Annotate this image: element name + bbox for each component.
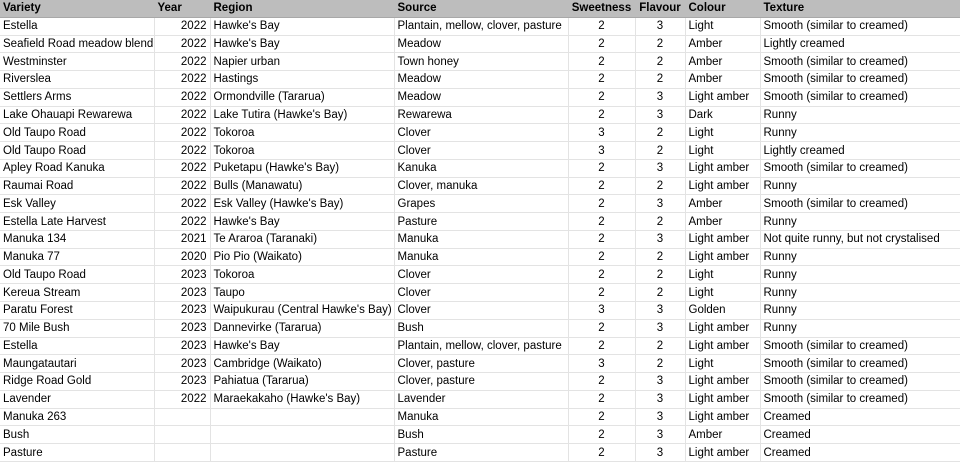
cell-texture[interactable]: Creamed bbox=[760, 444, 960, 462]
cell-texture[interactable]: Runny bbox=[760, 177, 960, 195]
cell-colour[interactable]: Amber bbox=[685, 426, 760, 444]
cell-variety[interactable]: Old Taupo Road bbox=[0, 266, 154, 284]
cell-variety[interactable]: Seafield Road meadow blend bbox=[0, 35, 154, 53]
cell-year[interactable]: 2023 bbox=[154, 319, 210, 337]
cell-colour[interactable]: Light amber bbox=[685, 88, 760, 106]
cell-texture[interactable]: Lightly creamed bbox=[760, 35, 960, 53]
table-row bbox=[0, 53, 960, 71]
cell-flavour[interactable]: 3 bbox=[635, 408, 685, 426]
cell-region[interactable]: Hawke's Bay bbox=[210, 17, 394, 35]
cell-region[interactable]: Waipukurau (Central Hawke's Bay) bbox=[210, 302, 394, 320]
cell-region[interactable]: Maraekakaho (Hawke's Bay) bbox=[210, 390, 394, 408]
cell-colour[interactable]: Golden bbox=[685, 302, 760, 320]
table-row bbox=[0, 355, 960, 373]
cell-sweetness[interactable]: 2 bbox=[568, 426, 635, 444]
table-row bbox=[0, 408, 960, 426]
table-row bbox=[0, 337, 960, 355]
cell-source[interactable]: Pasture bbox=[394, 213, 568, 231]
cell-flavour[interactable]: 3 bbox=[635, 390, 685, 408]
cell-flavour[interactable]: 3 bbox=[635, 302, 685, 320]
cell-sweetness[interactable]: 2 bbox=[568, 444, 635, 462]
cell-region[interactable]: Bulls (Manawatu) bbox=[210, 177, 394, 195]
cell-flavour[interactable]: 2 bbox=[635, 35, 685, 53]
header-variety[interactable]: Variety bbox=[0, 0, 154, 17]
cell-texture[interactable]: Smooth (similar to creamed) bbox=[760, 373, 960, 391]
cell-flavour[interactable]: 2 bbox=[635, 124, 685, 142]
cell-colour[interactable]: Light bbox=[685, 284, 760, 302]
cell-flavour[interactable]: 2 bbox=[635, 266, 685, 284]
cell-sweetness[interactable]: 2 bbox=[568, 390, 635, 408]
cell-region[interactable] bbox=[210, 408, 394, 426]
cell-year[interactable]: 2023 bbox=[154, 284, 210, 302]
cell-year[interactable] bbox=[154, 408, 210, 426]
cell-variety[interactable]: Pasture bbox=[0, 444, 154, 462]
cell-colour[interactable]: Light amber bbox=[685, 319, 760, 337]
cell-flavour[interactable]: 2 bbox=[635, 355, 685, 373]
cell-year[interactable]: 2022 bbox=[154, 106, 210, 124]
cell-sweetness[interactable]: 2 bbox=[568, 159, 635, 177]
cell-texture[interactable]: Runny bbox=[760, 106, 960, 124]
cell-variety[interactable]: Lavender bbox=[0, 390, 154, 408]
cell-source[interactable]: Manuka bbox=[394, 408, 568, 426]
cell-texture[interactable]: Smooth (similar to creamed) bbox=[760, 337, 960, 355]
cell-region[interactable]: Ormondville (Tararua) bbox=[210, 88, 394, 106]
header-year[interactable]: Year bbox=[154, 0, 210, 17]
cell-texture[interactable]: Smooth (similar to creamed) bbox=[760, 71, 960, 89]
cell-flavour[interactable]: 3 bbox=[635, 373, 685, 391]
cell-flavour[interactable]: 3 bbox=[635, 230, 685, 248]
cell-region[interactable]: Esk Valley (Hawke's Bay) bbox=[210, 195, 394, 213]
cell-region[interactable]: Te Araroa (Taranaki) bbox=[210, 230, 394, 248]
header-flavour[interactable]: Flavour bbox=[635, 0, 685, 17]
cell-year[interactable]: 2023 bbox=[154, 266, 210, 284]
cell-colour[interactable]: Amber bbox=[685, 213, 760, 231]
cell-texture[interactable]: Creamed bbox=[760, 426, 960, 444]
cell-colour[interactable]: Light amber bbox=[685, 444, 760, 462]
cell-variety[interactable]: Paratu Forest bbox=[0, 302, 154, 320]
cell-year[interactable]: 2023 bbox=[154, 302, 210, 320]
cell-texture[interactable]: Runny bbox=[760, 302, 960, 320]
cell-source[interactable]: Clover bbox=[394, 124, 568, 142]
cell-colour[interactable]: Light bbox=[685, 124, 760, 142]
cell-year[interactable]: 2020 bbox=[154, 248, 210, 266]
cell-region[interactable] bbox=[210, 426, 394, 444]
cell-sweetness[interactable]: 3 bbox=[568, 124, 635, 142]
cell-sweetness[interactable]: 3 bbox=[568, 302, 635, 320]
cell-source[interactable]: Meadow bbox=[394, 35, 568, 53]
cell-colour[interactable]: Light amber bbox=[685, 337, 760, 355]
cell-region[interactable]: Hastings bbox=[210, 71, 394, 89]
cell-flavour[interactable]: 3 bbox=[635, 106, 685, 124]
cell-colour[interactable]: Light bbox=[685, 355, 760, 373]
header-row bbox=[0, 0, 960, 17]
table-row bbox=[0, 302, 960, 320]
cell-variety[interactable]: Old Taupo Road bbox=[0, 124, 154, 142]
cell-texture[interactable]: Smooth (similar to creamed) bbox=[760, 390, 960, 408]
cell-source[interactable]: Town honey bbox=[394, 53, 568, 71]
cell-flavour[interactable]: 2 bbox=[635, 213, 685, 231]
cell-year[interactable]: 2023 bbox=[154, 355, 210, 373]
header-sweetness[interactable]: Sweetness bbox=[568, 0, 635, 17]
cell-flavour[interactable]: 2 bbox=[635, 177, 685, 195]
cell-variety[interactable]: Manuka 77 bbox=[0, 248, 154, 266]
cell-flavour[interactable]: 3 bbox=[635, 17, 685, 35]
cell-colour[interactable]: Light amber bbox=[685, 159, 760, 177]
cell-year[interactable] bbox=[154, 444, 210, 462]
cell-colour[interactable]: Dark bbox=[685, 106, 760, 124]
cell-source[interactable]: Clover bbox=[394, 142, 568, 160]
cell-texture[interactable]: Lightly creamed bbox=[760, 142, 960, 160]
cell-texture[interactable]: Smooth (similar to creamed) bbox=[760, 17, 960, 35]
cell-variety[interactable]: Maungatautari bbox=[0, 355, 154, 373]
cell-sweetness[interactable]: 2 bbox=[568, 35, 635, 53]
cell-flavour[interactable]: 3 bbox=[635, 195, 685, 213]
cell-sweetness[interactable]: 2 bbox=[568, 319, 635, 337]
cell-year[interactable]: 2022 bbox=[154, 213, 210, 231]
cell-source[interactable]: Bush bbox=[394, 426, 568, 444]
cell-colour[interactable]: Light amber bbox=[685, 248, 760, 266]
table-row bbox=[0, 426, 960, 444]
cell-sweetness[interactable]: 2 bbox=[568, 230, 635, 248]
cell-year[interactable]: 2022 bbox=[154, 35, 210, 53]
header-colour[interactable]: Colour bbox=[685, 0, 760, 17]
cell-year[interactable]: 2022 bbox=[154, 177, 210, 195]
cell-source[interactable]: Lavender bbox=[394, 390, 568, 408]
cell-year[interactable]: 2022 bbox=[154, 124, 210, 142]
cell-source[interactable]: Plantain, mellow, clover, pasture bbox=[394, 337, 568, 355]
table-row bbox=[0, 17, 960, 35]
cell-flavour[interactable]: 2 bbox=[635, 142, 685, 160]
cell-flavour[interactable]: 2 bbox=[635, 337, 685, 355]
cell-colour[interactable]: Light amber bbox=[685, 230, 760, 248]
cell-year[interactable]: 2022 bbox=[154, 142, 210, 160]
cell-colour[interactable]: Light amber bbox=[685, 390, 760, 408]
cell-year[interactable]: 2022 bbox=[154, 88, 210, 106]
cell-texture[interactable]: Creamed bbox=[760, 408, 960, 426]
table-row bbox=[0, 373, 960, 391]
cell-flavour[interactable]: 3 bbox=[635, 444, 685, 462]
table-body bbox=[0, 17, 960, 461]
cell-region[interactable]: Lake Tutira (Hawke's Bay) bbox=[210, 106, 394, 124]
cell-source[interactable]: Clover bbox=[394, 302, 568, 320]
table-row bbox=[0, 319, 960, 337]
cell-source[interactable]: Meadow bbox=[394, 88, 568, 106]
cell-year[interactable]: 2021 bbox=[154, 230, 210, 248]
cell-colour[interactable]: Amber bbox=[685, 71, 760, 89]
cell-region[interactable] bbox=[210, 444, 394, 462]
cell-sweetness[interactable]: 2 bbox=[568, 213, 635, 231]
cell-region[interactable]: Pio Pio (Waikato) bbox=[210, 248, 394, 266]
table-row bbox=[0, 266, 960, 284]
table-row bbox=[0, 248, 960, 266]
cell-year[interactable] bbox=[154, 426, 210, 444]
cell-sweetness[interactable]: 2 bbox=[568, 284, 635, 302]
table-row bbox=[0, 444, 960, 462]
cell-region[interactable]: Cambridge (Waikato) bbox=[210, 355, 394, 373]
table-row bbox=[0, 230, 960, 248]
cell-variety[interactable]: Manuka 263 bbox=[0, 408, 154, 426]
cell-year[interactable]: 2022 bbox=[154, 53, 210, 71]
cell-source[interactable]: Clover, pasture bbox=[394, 355, 568, 373]
cell-source[interactable]: Clover bbox=[394, 266, 568, 284]
cell-region[interactable]: Tokoroa bbox=[210, 124, 394, 142]
cell-year[interactable]: 2022 bbox=[154, 390, 210, 408]
table-row bbox=[0, 88, 960, 106]
cell-texture[interactable]: Runny bbox=[760, 248, 960, 266]
cell-variety[interactable]: Old Taupo Road bbox=[0, 142, 154, 160]
cell-region[interactable]: Hawke's Bay bbox=[210, 337, 394, 355]
cell-flavour[interactable]: 3 bbox=[635, 426, 685, 444]
cell-variety[interactable]: Estella bbox=[0, 337, 154, 355]
cell-variety[interactable]: Estella Late Harvest bbox=[0, 213, 154, 231]
cell-variety[interactable]: Riverslea bbox=[0, 71, 154, 89]
table-row bbox=[0, 213, 960, 231]
table-row bbox=[0, 35, 960, 53]
cell-texture[interactable]: Smooth (similar to creamed) bbox=[760, 195, 960, 213]
cell-sweetness[interactable]: 2 bbox=[568, 248, 635, 266]
cell-year[interactable]: 2022 bbox=[154, 195, 210, 213]
table-row bbox=[0, 390, 960, 408]
table-row bbox=[0, 71, 960, 89]
cell-texture[interactable]: Smooth (similar to creamed) bbox=[760, 355, 960, 373]
cell-region[interactable]: Taupo bbox=[210, 284, 394, 302]
cell-variety[interactable]: Westminster bbox=[0, 53, 154, 71]
header-region[interactable]: Region bbox=[210, 0, 394, 17]
cell-source[interactable]: Manuka bbox=[394, 230, 568, 248]
cell-sweetness[interactable]: 2 bbox=[568, 106, 635, 124]
cell-sweetness[interactable]: 2 bbox=[568, 53, 635, 71]
cell-texture[interactable]: Runny bbox=[760, 124, 960, 142]
cell-variety[interactable]: Esk Valley bbox=[0, 195, 154, 213]
cell-flavour[interactable]: 2 bbox=[635, 71, 685, 89]
cell-variety[interactable]: Bush bbox=[0, 426, 154, 444]
cell-flavour[interactable]: 2 bbox=[635, 284, 685, 302]
cell-colour[interactable]: Light bbox=[685, 266, 760, 284]
cell-colour[interactable]: Light amber bbox=[685, 373, 760, 391]
cell-year[interactable]: 2023 bbox=[154, 373, 210, 391]
cell-region[interactable]: Tokoroa bbox=[210, 142, 394, 160]
cell-variety[interactable]: 70 Mile Bush bbox=[0, 319, 154, 337]
cell-flavour[interactable]: 3 bbox=[635, 88, 685, 106]
cell-year[interactable]: 2022 bbox=[154, 71, 210, 89]
cell-sweetness[interactable]: 2 bbox=[568, 177, 635, 195]
cell-region[interactable]: Hawke's Bay bbox=[210, 213, 394, 231]
cell-flavour[interactable]: 3 bbox=[635, 159, 685, 177]
cell-variety[interactable]: Apley Road Kanuka bbox=[0, 159, 154, 177]
cell-year[interactable]: 2022 bbox=[154, 17, 210, 35]
cell-variety[interactable]: Lake Ohauapi Rewarewa bbox=[0, 106, 154, 124]
cell-region[interactable]: Napier urban bbox=[210, 53, 394, 71]
table-row bbox=[0, 177, 960, 195]
cell-source[interactable]: Grapes bbox=[394, 195, 568, 213]
cell-colour[interactable]: Light amber bbox=[685, 177, 760, 195]
cell-source[interactable]: Manuka bbox=[394, 248, 568, 266]
table-row bbox=[0, 195, 960, 213]
cell-source[interactable]: Pasture bbox=[394, 444, 568, 462]
cell-flavour[interactable]: 2 bbox=[635, 248, 685, 266]
cell-variety[interactable]: Manuka 134 bbox=[0, 230, 154, 248]
cell-source[interactable]: Bush bbox=[394, 319, 568, 337]
cell-source[interactable]: Rewarewa bbox=[394, 106, 568, 124]
cell-colour[interactable]: Light bbox=[685, 17, 760, 35]
cell-colour[interactable]: Amber bbox=[685, 195, 760, 213]
cell-colour[interactable]: Amber bbox=[685, 53, 760, 71]
cell-sweetness[interactable]: 2 bbox=[568, 17, 635, 35]
cell-variety[interactable]: Estella bbox=[0, 17, 154, 35]
cell-texture[interactable]: Smooth (similar to creamed) bbox=[760, 88, 960, 106]
cell-texture[interactable]: Runny bbox=[760, 284, 960, 302]
cell-sweetness[interactable]: 2 bbox=[568, 266, 635, 284]
cell-colour[interactable]: Light bbox=[685, 142, 760, 160]
cell-region[interactable]: Tokoroa bbox=[210, 266, 394, 284]
cell-sweetness[interactable]: 2 bbox=[568, 408, 635, 426]
cell-region[interactable]: Hawke's Bay bbox=[210, 35, 394, 53]
cell-sweetness[interactable]: 2 bbox=[568, 195, 635, 213]
cell-colour[interactable]: Light amber bbox=[685, 408, 760, 426]
cell-source[interactable]: Meadow bbox=[394, 71, 568, 89]
cell-texture[interactable]: Runny bbox=[760, 213, 960, 231]
cell-texture[interactable]: Not quite runny, but not crystalised bbox=[760, 230, 960, 248]
cell-texture[interactable]: Smooth (similar to creamed) bbox=[760, 53, 960, 71]
table-row bbox=[0, 142, 960, 160]
cell-source[interactable]: Plantain, mellow, clover, pasture bbox=[394, 17, 568, 35]
cell-texture[interactable]: Runny bbox=[760, 319, 960, 337]
cell-region[interactable]: Pahiatua (Tararua) bbox=[210, 373, 394, 391]
cell-source[interactable]: Clover, pasture bbox=[394, 373, 568, 391]
cell-source[interactable]: Kanuka bbox=[394, 159, 568, 177]
cell-sweetness[interactable]: 3 bbox=[568, 142, 635, 160]
cell-sweetness[interactable]: 3 bbox=[568, 355, 635, 373]
table-row bbox=[0, 124, 960, 142]
cell-sweetness[interactable]: 2 bbox=[568, 71, 635, 89]
header-texture[interactable]: Texture bbox=[760, 0, 960, 17]
cell-flavour[interactable]: 2 bbox=[635, 53, 685, 71]
cell-variety[interactable]: Raumai Road bbox=[0, 177, 154, 195]
cell-region[interactable]: Puketapu (Hawke's Bay) bbox=[210, 159, 394, 177]
cell-source[interactable]: Clover bbox=[394, 284, 568, 302]
cell-year[interactable]: 2023 bbox=[154, 337, 210, 355]
cell-texture[interactable]: Runny bbox=[760, 266, 960, 284]
cell-variety[interactable]: Settlers Arms bbox=[0, 88, 154, 106]
cell-texture[interactable]: Smooth (similar to creamed) bbox=[760, 159, 960, 177]
cell-colour[interactable]: Amber bbox=[685, 35, 760, 53]
cell-source[interactable]: Clover, manuka bbox=[394, 177, 568, 195]
table-row bbox=[0, 106, 960, 124]
cell-year[interactable]: 2022 bbox=[154, 159, 210, 177]
cell-variety[interactable]: Kereua Stream bbox=[0, 284, 154, 302]
header-source[interactable]: Source bbox=[394, 0, 568, 17]
table-row bbox=[0, 159, 960, 177]
cell-sweetness[interactable]: 2 bbox=[568, 337, 635, 355]
cell-sweetness[interactable]: 2 bbox=[568, 88, 635, 106]
cell-variety[interactable]: Ridge Road Gold bbox=[0, 373, 154, 391]
cell-flavour[interactable]: 3 bbox=[635, 319, 685, 337]
cell-region[interactable]: Dannevirke (Tararua) bbox=[210, 319, 394, 337]
table-row bbox=[0, 284, 960, 302]
cell-sweetness[interactable]: 2 bbox=[568, 373, 635, 391]
